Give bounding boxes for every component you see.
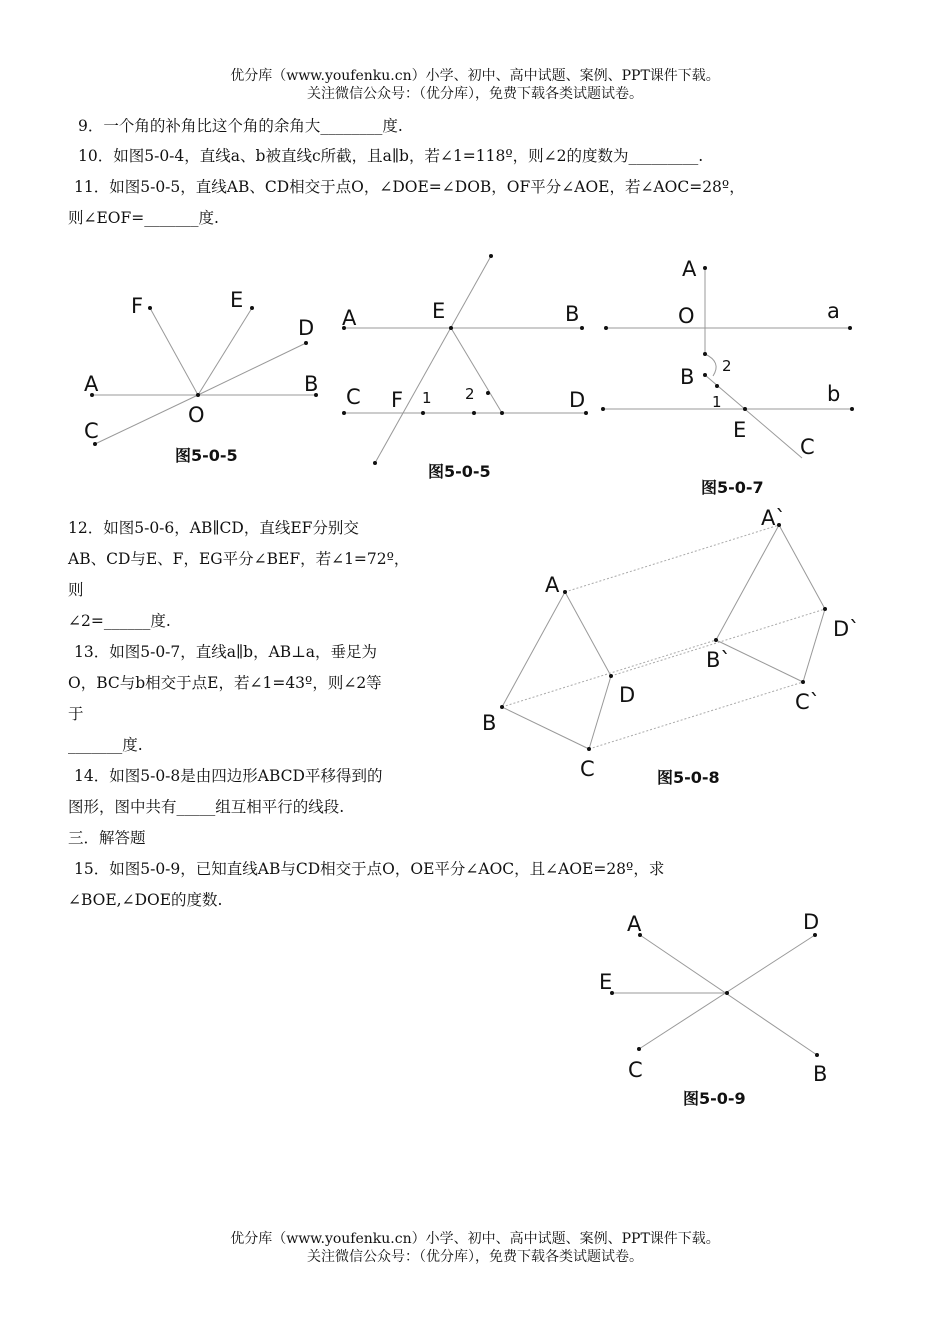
fig3-label-C: C	[800, 435, 815, 459]
fig1-label-F: F	[131, 294, 144, 318]
section-3-heading: 三．解答题	[68, 829, 146, 847]
fig3-label-B: B	[680, 365, 695, 389]
fig1-label-B: B	[304, 372, 319, 396]
fig2-label-F: F	[391, 388, 404, 412]
fig3-caption: 图5-0-7	[701, 478, 764, 497]
question-9: 9．一个角的补角比这个角的余角大________度.	[78, 117, 403, 135]
question-12-line-1: 12．如图5-0-6，AB∥CD，直线EF分别交	[68, 519, 359, 537]
fig2-label-A: A	[342, 306, 357, 330]
question-15-line-2: ∠BOE,∠DOE的度数.	[68, 891, 223, 909]
fig1-label-A: A	[84, 372, 99, 396]
fig2-caption: 图5-0-5	[428, 462, 491, 481]
question-12-line-4: ∠2=______度.	[68, 612, 171, 630]
fig3-label-1: 1	[712, 393, 722, 411]
fig2-label-1: 1	[422, 389, 432, 407]
fig1-label-C: C	[84, 419, 99, 443]
figure-5-0-9-intersecting	[599, 910, 827, 1108]
fig3-label-A: A	[682, 257, 697, 281]
fig2-label-C: C	[346, 385, 361, 409]
figure-5-0-7-perpendicular	[601, 257, 854, 497]
fig3-label-a: a	[827, 299, 840, 323]
fig5-caption: 图5-0-9	[683, 1089, 746, 1108]
question-13-line-3: 于	[68, 705, 84, 723]
question-12-line-3: 则	[68, 581, 84, 599]
question-14-line-1: 14．如图5-0-8是由四边形ABCD平移得到的	[74, 767, 383, 785]
fig5-label-A: A	[627, 912, 642, 936]
fig3-label-2: 2	[722, 357, 732, 375]
fig3-label-b: b	[827, 382, 841, 406]
fig4-label-B-prime: B`	[706, 648, 731, 672]
fig5-label-B: B	[813, 1062, 828, 1086]
fig5-label-C: C	[628, 1058, 643, 1082]
question-11-line-2: 则∠EOF=_______度.	[68, 209, 219, 227]
footer-line-2: 关注微信公众号：（优分库），免费下载各类试题试卷。	[307, 1249, 643, 1265]
question-13-line-1: 13．如图5-0-7，直线a∥b，AB⊥a，垂足为	[74, 643, 378, 661]
question-13-line-4: _______度.	[68, 736, 143, 754]
header-line-2: 关注微信公众号：（优分库），免费下载各类试题试卷。	[307, 86, 643, 102]
fig2-label-B: B	[565, 302, 580, 326]
fig2-label-2: 2	[465, 385, 475, 403]
fig5-label-D: D	[803, 910, 820, 934]
question-13-line-2: O，BC与b相交于点E，若∠1=43º，则∠2等	[68, 674, 382, 692]
figure-5-0-5-angles	[84, 288, 318, 465]
fig4-caption: 图5-0-8	[657, 768, 720, 787]
fig3-label-E: E	[733, 418, 747, 442]
fig4-label-D-prime: D`	[833, 617, 860, 641]
fig4-label-A: A	[545, 573, 560, 597]
header-line-1: 优分库（www.youfenku.cn）小学、初中、高中试题、案例、PPT课件下载。	[230, 68, 720, 84]
fig1-caption: 图5-0-5	[175, 446, 238, 465]
fig4-label-D: D	[619, 683, 636, 707]
question-12-line-2: AB、CD与E、F，EG平分∠BEF，若∠1=72º，	[68, 550, 410, 568]
fig4-label-B: B	[482, 711, 497, 735]
fig4-label-A-prime: A`	[761, 506, 786, 530]
fig4-label-C-prime: C`	[795, 690, 821, 714]
fig3-label-O: O	[678, 304, 695, 328]
figure-5-0-6-parallel	[342, 254, 588, 481]
figure-5-0-8-translation	[482, 506, 860, 787]
fig2-label-D: D	[569, 388, 586, 412]
fig4-label-C: C	[580, 757, 595, 781]
question-11-line-1: 11．如图5-0-5，直线AB、CD相交于点O，∠DOE=∠DOB，OF平分∠AOE，若∠AOC=28º，	[74, 178, 745, 196]
question-10: 10．如图5-0-4，直线a、b被直线c所截，且a∥b，若∠1=118º，则∠2的度数为_________.	[78, 147, 704, 165]
fig1-label-D: D	[298, 316, 315, 340]
question-14-line-2: 图形，图中共有_____组互相平行的线段.	[68, 798, 345, 816]
fig5-label-E: E	[599, 970, 613, 994]
footer-line-1: 优分库（www.youfenku.cn）小学、初中、高中试题、案例、PPT课件下载。	[230, 1231, 720, 1247]
fig2-label-E: E	[432, 299, 446, 323]
fig1-label-E: E	[230, 288, 244, 312]
question-15-line-1: 15．如图5-0-9，已知直线AB与CD相交于点O，OE平分∠AOC，且∠AOE=28º，求	[74, 860, 665, 878]
fig1-label-O: O	[188, 403, 205, 427]
